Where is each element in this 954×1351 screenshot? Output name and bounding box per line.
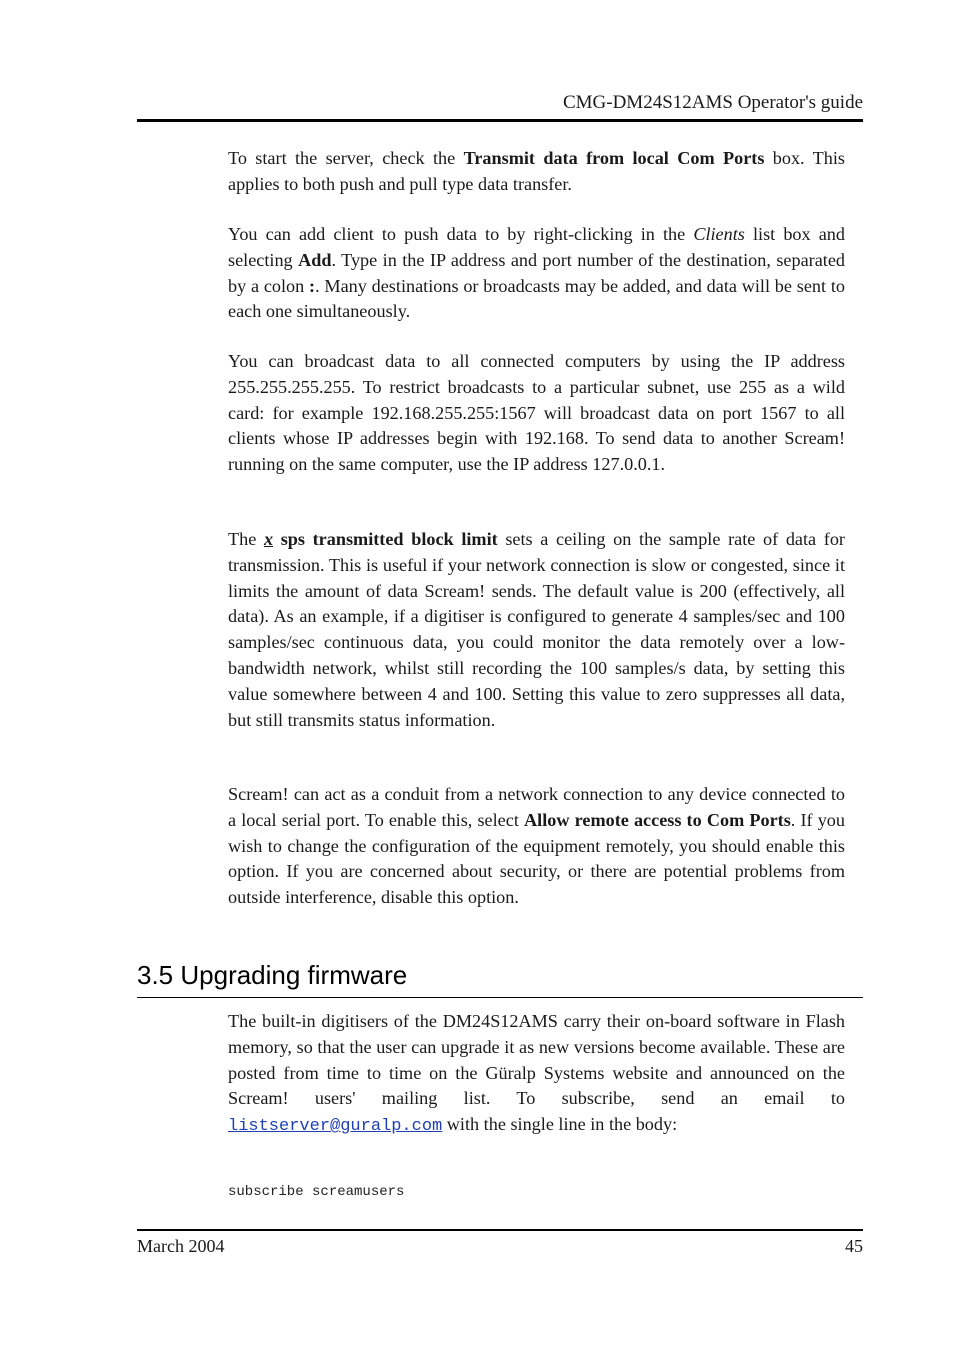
header-rule <box>137 119 863 122</box>
footer-rule <box>137 1229 863 1231</box>
add-menu-ref: Add <box>298 249 332 270</box>
paragraph-broadcast: You can broadcast data to all connected computers by using the IP address 255.255.255.255. To restrict broadcasts to a particular subnet, use 255 as a wild card: for example 192.168.255.255:1567 will broadcast data on port 1567 to all clients whose IP addresses begin with 192.168. To send data to another Scream! running on the same computer, use the IP address 127.0.0.1. <box>228 351 845 475</box>
section-heading: 3.5 Upgrading firmware <box>137 960 408 990</box>
page-number: 45 <box>845 1236 863 1256</box>
variable-x: x <box>263 529 274 549</box>
option-allow-remote-access: Allow remote access to Com Ports <box>524 809 791 830</box>
footer-date: March 2004 <box>137 1236 225 1256</box>
paragraph-upgrading-firmware: The built-in digitisers of the DM24S12AMS carry their on-board software in Flash memory, so that the user can upgrade it as new versions become available. These are posted from time to time on the Güralp Systems website and announced on the Scream! users' mailing list. To subscribe, send an email to listserver@guralp.com with the single line in the body: <box>228 1011 845 1137</box>
paragraph-remote-access: Scream! can act as a conduit from a network connection to any device connected to a local serial port. To enable this, select Allow remote access to Com Ports. If you wish to change the configuration of the equipment remotely, you should enable this option. If you are concerned about security, or there are potential problems from outside interference, disable this option. <box>228 784 845 908</box>
paragraph-start-server: To start the server, check the Transmit data from local Com Ports box. This applies to both push and pull type data transfer. <box>228 148 845 194</box>
option-transmit-data: Transmit data from local Com Ports <box>463 148 765 168</box>
paragraph-block-limit: The x sps transmitted block limit sets a ceiling on the sample rate of data for transmission. This is useful if your network connection is slow or congested, since it limits the amount of data Scream! sends. The default value is 200 (effectively, all data). As an example, if a digitiser is configured to generate 4 samples/sec and 100 samples/sec continuous data, you could monitor the data remotely over a low-bandwidth network, whilst still recording the 100 samples/s data, by setting this value somewhere between 4 and 100. Setting this value to zero suppresses all data, but still transmits status information. <box>228 529 845 730</box>
running-header: CMG-DM24S12AMS Operator's guide <box>562 92 863 113</box>
option-block-limit: sps transmitted block limit <box>273 529 498 549</box>
section-rule <box>137 997 863 998</box>
clients-listbox-ref: Clients <box>693 224 745 244</box>
email-link[interactable]: listserver@guralp.com <box>228 1117 443 1137</box>
code-snippet: subscribe screamusers <box>228 1184 405 1200</box>
colon-separator: : <box>309 275 316 296</box>
paragraph-add-client: You can add client to push data to by right-clicking in the Clients list box and selecting Add. Type in the IP address and port number of the destination, separated by a colon :. Many destinations or broadcasts may be added, and data will be sent to each one simultaneously. <box>228 224 845 322</box>
